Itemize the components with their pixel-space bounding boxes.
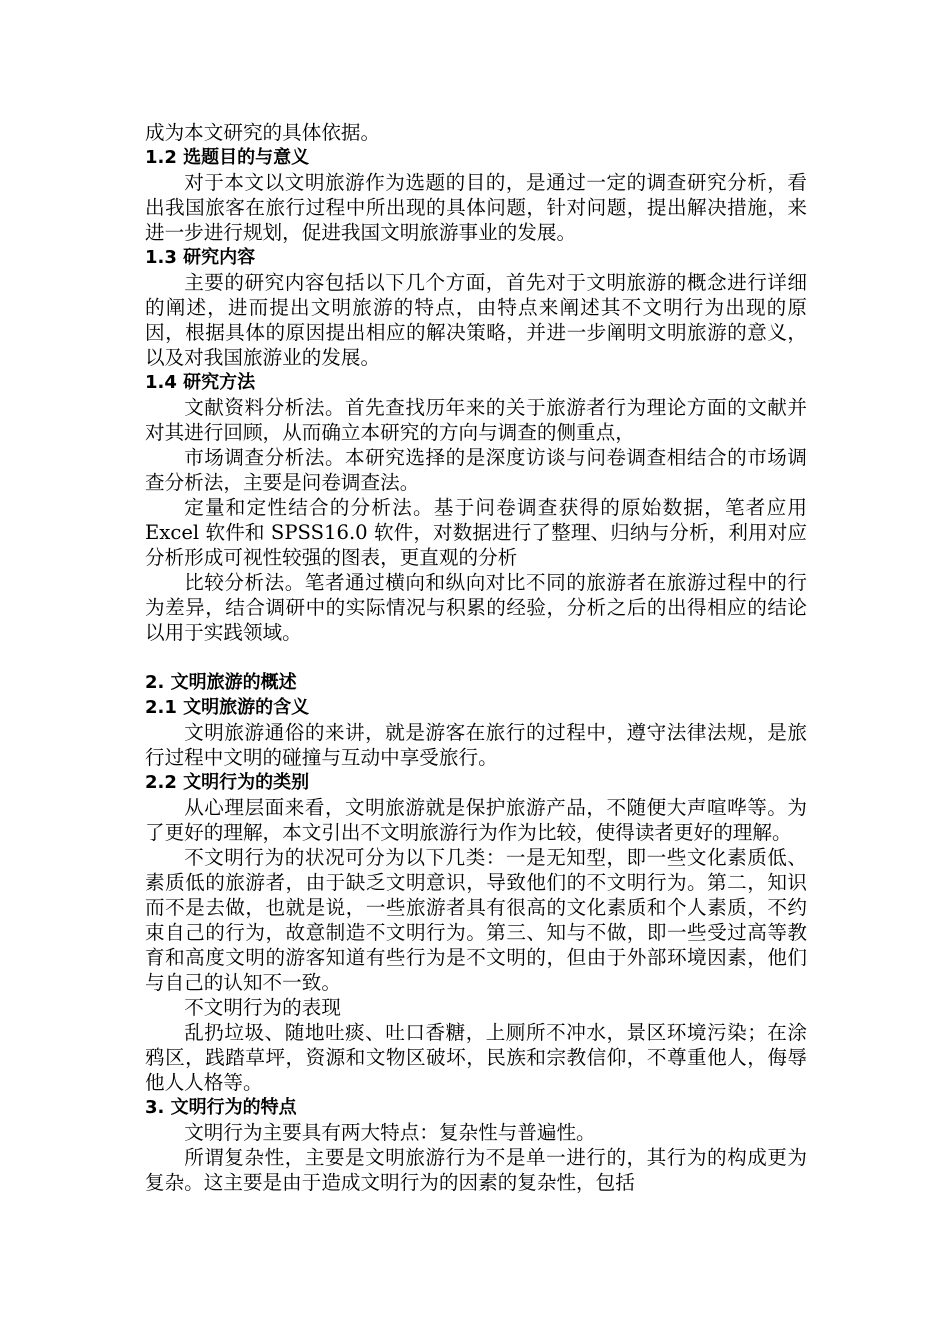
heading-3: 3. 文明行为的特点: [145, 1097, 297, 1118]
paragraph-2-2-manifest: 乱扔垃圾、随地吐痰、吐口香糖，上厕所不冲水，景区环境污染；在涂鸦区，践踏草坪，资源和文物区破坏，民族和宗教信仰，不尊重他人，侮辱他人人格等。: [145, 1021, 807, 1094]
heading-2-1: 2.1 文明旅游的含义: [145, 697, 310, 718]
paragraph-3-features: 文明行为主要具有两大特点：复杂性与普遍性。: [184, 1121, 596, 1144]
heading-1-3: 1.3 研究内容: [145, 247, 256, 268]
paragraph-2-1: 文明旅游通俗的来讲，就是游客在旅行的过程中，遵守法律法规，是旅行过程中文明的碰撞与互动中享受旅行。: [145, 721, 807, 769]
paragraph-2-2-manifest-title: 不文明行为的表现: [184, 996, 341, 1019]
heading-2: 2. 文明旅游的概述: [145, 672, 297, 693]
heading-2-2: 2.2 文明行为的类别: [145, 772, 310, 793]
paragraph-1-4-compare: 比较分析法。笔者通过横向和纵向对比不同的旅游者在旅游过程中的行为差异，结合调研中的实际情况与积累的经验，分析之后的出得相应的结论以用于实践领域。: [145, 571, 807, 644]
section-gap: [145, 645, 807, 670]
paragraph-1-4-quant: 定量和定性结合的分析法。基于问卷调查获得的原始数据，笔者应用 Excel 软件和 SPSS16.0 软件，对数据进行了整理、归纳与分析，利用对应分析形成可视性较强的图表，更直观的分析: [145, 496, 807, 569]
paragraph-2-2-psych: 从心理层面来看，文明旅游就是保护旅游产品，不随便大声喧哗等。为了更好的理解，本文引出不文明旅游行为作为比较，使得读者更好的理解。: [145, 796, 807, 844]
heading-1-4: 1.4 研究方法: [145, 372, 256, 393]
paragraph-1-3: 主要的研究内容包括以下几个方面，首先对于文明旅游的概念进行详细的阐述，进而提出文明旅游的特点，由特点来阐述其不文明行为出现的原因，根据具体的原因提出相应的解决策略，并进一步阐明文明旅游的意义，以及对我国旅游业的发展。: [145, 271, 807, 369]
paragraph-1-2: 对于本文以文明旅游作为选题的目的，是通过一定的调查研究分析，看出我国旅客在旅行过程中所出现的具体问题，针对问题，提出解决措施，来进一步进行规划，促进我国文明旅游事业的发展。: [145, 171, 807, 244]
paragraph-1-4-literature: 文献资料分析法。首先查找历年来的关于旅游者行为理论方面的文献并对其进行回顾，从而确立本研究的方向与调查的侧重点，: [145, 396, 807, 444]
paragraph-1-4-market: 市场调查分析法。本研究选择的是深度访谈与问卷调查相结合的市场调查分析法，主要是问卷调查法。: [145, 446, 807, 494]
heading-1-2: 1.2 选题目的与意义: [145, 147, 310, 168]
paragraph-intro-tail: 成为本文研究的具体依据。: [145, 121, 381, 144]
paragraph-2-2-types: 不文明行为的状况可分为以下几类：一是无知型，即一些文化素质低、素质低的旅游者，由于缺乏文明意识，导致他们的不文明行为。第二，知识而不是去做，也就是说，一些旅游者具有很高的文化素质和个人素质，不约束自己的行为，故意制造不文明行为。第三、知与不做，即一些受过高等教育和高度文明的游客知道有些行为是不文明的，但由于外部环境因素，他们与自己的认知不一致。: [145, 846, 807, 994]
document-page: [145, 120, 807, 1195]
paragraph-3-complexity: 所谓复杂性，主要是文明旅游行为不是单一进行的，其行为的构成更为复杂。这主要是由于造成文明行为的因素的复杂性，包括: [145, 1146, 807, 1194]
